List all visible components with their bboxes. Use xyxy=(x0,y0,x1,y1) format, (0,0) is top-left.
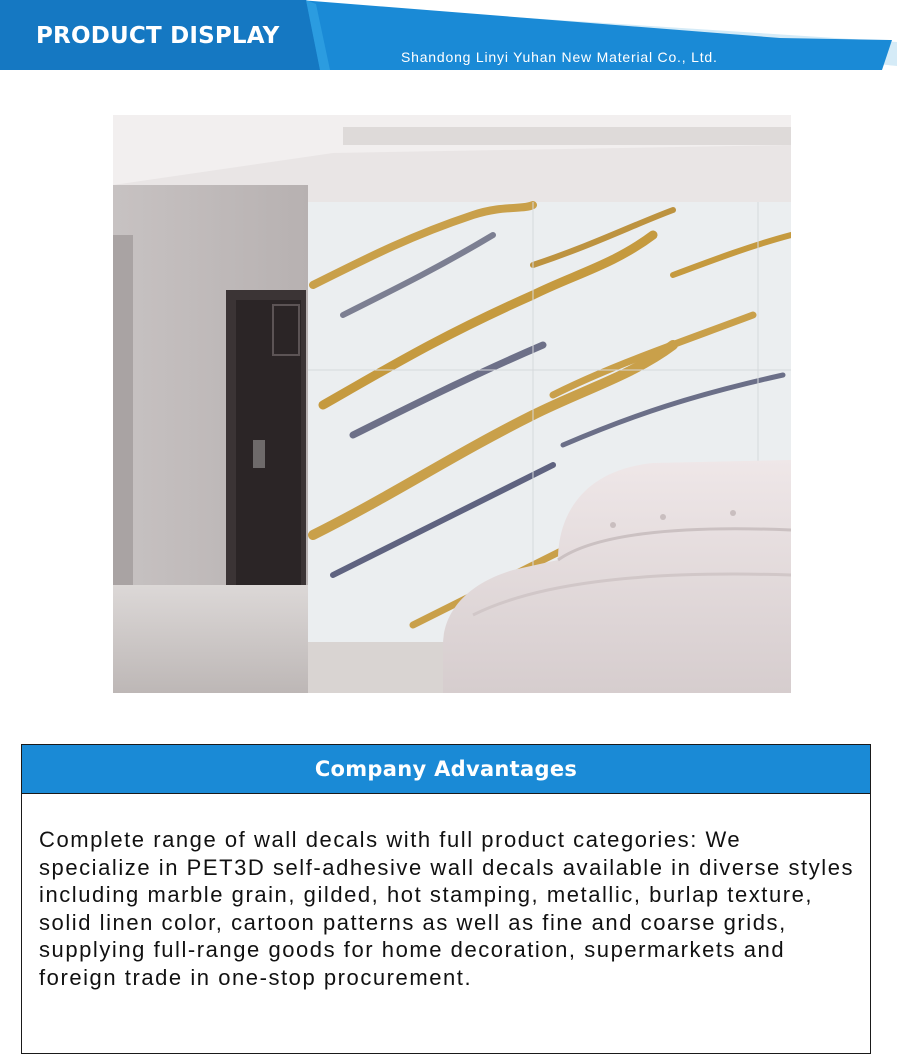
header-banner xyxy=(0,0,897,72)
advantages-title: Company Advantages xyxy=(314,757,578,781)
product-photo xyxy=(113,115,791,693)
company-advantages-panel xyxy=(21,744,871,1054)
advantages-text: Complete range of wall decals with full product categories: We specialize in PET3D self-adhesive wall decals available in diverse styles including marble grain, gilded, hot stamping, metallic, burlap texture, solid linen color, cartoon patterns as well as fine and coarse grids, supplying full-range goods for home decoration, supermarkets and foreign trade in one-stop procurement. xyxy=(39,827,855,990)
advantages-header xyxy=(22,745,870,794)
page-title: PRODUCT DISPLAY xyxy=(36,23,280,49)
company-name: Shandong Linyi Yuhan New Material Co., Ltd. xyxy=(401,49,718,65)
room-photo-icon xyxy=(113,115,791,693)
